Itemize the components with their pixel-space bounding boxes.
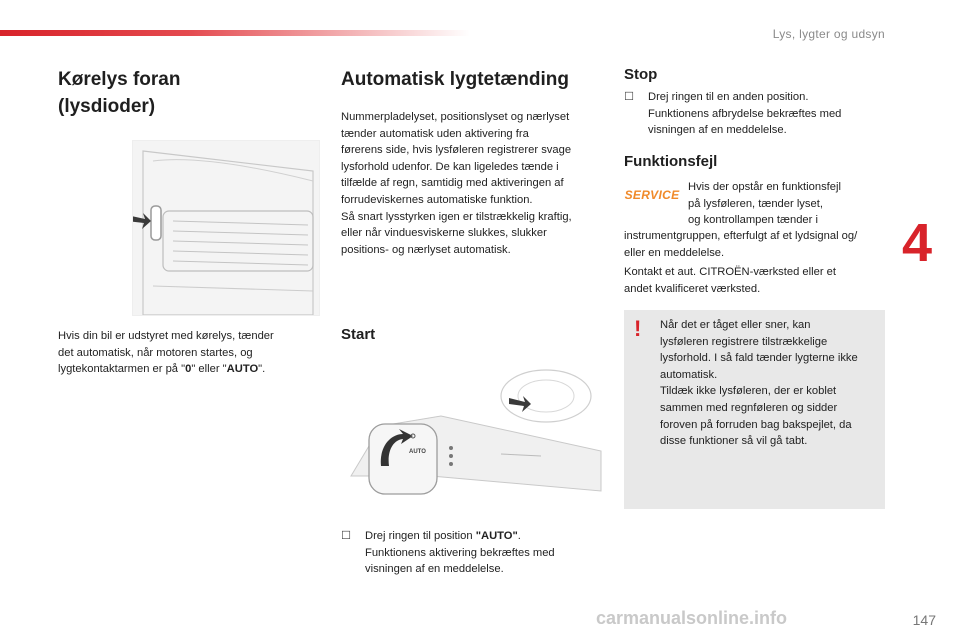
left-title-line1: Kørelys foran — [58, 69, 181, 90]
left-text-line — [58, 361, 320, 378]
middle-line: tilfælde af regn, samtidig med aktiveringen af — [341, 177, 564, 190]
stop-heading: Stop — [624, 66, 658, 83]
middle-line: positions- og nærlyset automatisk. — [341, 243, 511, 256]
note-line: disse funktioner så vil gå tabt. — [660, 435, 808, 448]
bullet-line: visningen af en meddelelse. — [648, 124, 787, 137]
bullet-item — [341, 528, 611, 578]
note-line: Tildæk ikke lysføleren, der er koblet — [660, 385, 837, 398]
left-text-line: det automatisk, når motoren startes, og — [58, 346, 253, 359]
switch-auto-label: AUTO — [409, 449, 426, 455]
middle-line: tænder automatisk uden aktivering fra — [341, 127, 529, 140]
bullet-icon: ☐ — [341, 530, 352, 542]
bullet-item — [624, 89, 886, 139]
exclamation-icon: ! — [634, 316, 642, 341]
middle-line: forrudeviskernes automatiske funktion. — [341, 193, 533, 206]
watermark: carmanualsonline.info — [596, 608, 788, 628]
note-line: sammen med regnføleren og sidder — [660, 401, 838, 414]
middle-title-block — [341, 66, 611, 93]
bullet-auto: "AUTO" — [475, 530, 518, 542]
bullet-part: . — [517, 530, 521, 542]
fault-line: og kontrollampen tænder i — [688, 214, 818, 227]
bullet-part: Drej ringen til position — [365, 530, 476, 542]
note-line: lysføleren registrere tilstrækkelige — [660, 335, 828, 348]
note-line: automatisk. — [660, 368, 718, 381]
bullet-icon: ☐ — [624, 91, 635, 103]
chapter-number: 4 — [902, 213, 933, 273]
fault-indented-text — [688, 179, 888, 229]
fault-line: eller en meddelelse. — [624, 246, 725, 259]
middle-line: førerens side, hvis lysføleren registrerer svage — [341, 144, 572, 157]
left-column — [58, 66, 318, 120]
middle-title: Automatisk lygtetænding — [341, 69, 570, 90]
left-text-part: " eller " — [191, 363, 227, 376]
start-heading: Start — [341, 326, 376, 343]
bullet-text — [365, 528, 555, 578]
drl-illustration — [132, 140, 320, 316]
bullet-line: Drej ringen til en anden position. — [648, 91, 809, 103]
service-warning-icon: SERVICE — [624, 188, 680, 202]
fault-heading-block — [624, 153, 717, 170]
left-text-part: lygtekontaktarmen er på " — [58, 363, 186, 376]
fault-heading: Funktionsfejl — [624, 153, 718, 170]
left-text-line: Hvis din bil er udstyret med kørelys, tænder — [58, 330, 274, 342]
light-switch-drawing — [341, 356, 603, 512]
middle-line: lysforhold udenfor. De kan ligeledes tænde i — [341, 160, 559, 173]
stop-bullet — [624, 89, 886, 139]
left-text-part: ". — [258, 363, 266, 376]
middle-line: Nummerpladelyset, positionslyset og nærlyset — [341, 111, 570, 123]
stop-heading-block — [624, 66, 657, 83]
fault-full-text — [624, 228, 888, 261]
bullet-text — [648, 89, 841, 139]
position-auto: AUTO — [226, 363, 259, 376]
middle-line: eller når vinduesviskerne slukkes, slukker — [341, 227, 547, 240]
position-zero: 0 — [185, 363, 192, 376]
middle-line: Så snart lysstyrken igen er tilstrækkelig kraftig, — [341, 210, 572, 223]
warning-note — [624, 310, 885, 509]
start-heading-block — [341, 326, 375, 343]
contact-text — [624, 264, 888, 297]
note-line: lysforhold. I så fald tænder lygterne ikke — [660, 352, 858, 365]
bullet-line: visningen af en meddelelse. — [365, 563, 504, 576]
fault-line: på lysføleren, tænder lyset, — [688, 197, 823, 210]
page-number: 147 — [912, 612, 936, 628]
contact-line: andet kvalificeret værksted. — [624, 282, 761, 295]
note-text — [660, 317, 882, 450]
car-front-drawing — [133, 141, 319, 315]
start-bullet — [341, 528, 611, 578]
section-title: Lys, lygter og udsyn — [772, 27, 885, 41]
left-title-line2: (lysdioder) — [58, 96, 156, 117]
header-accent-bar — [0, 30, 470, 36]
fault-line: Hvis der opstår en funktionsfejl — [688, 181, 841, 193]
bullet-line: Funktionens afbrydelse bekræftes med — [648, 107, 842, 120]
middle-paragraph — [341, 109, 611, 258]
bullet-line — [365, 528, 555, 545]
bullet-line: Funktionens aktivering bekræftes med — [365, 546, 555, 559]
switch-illustration — [341, 356, 603, 512]
left-paragraph — [58, 328, 320, 378]
note-line: Når det er tåget eller sner, kan — [660, 319, 811, 331]
fault-line: instrumentgruppen, efterfulgt af et lydsignal og/ — [624, 230, 858, 242]
note-line: foroven på forruden bag bakspejlet, da — [660, 418, 852, 431]
contact-line: Kontakt et aut. CITROËN-værksted eller et — [624, 266, 837, 278]
